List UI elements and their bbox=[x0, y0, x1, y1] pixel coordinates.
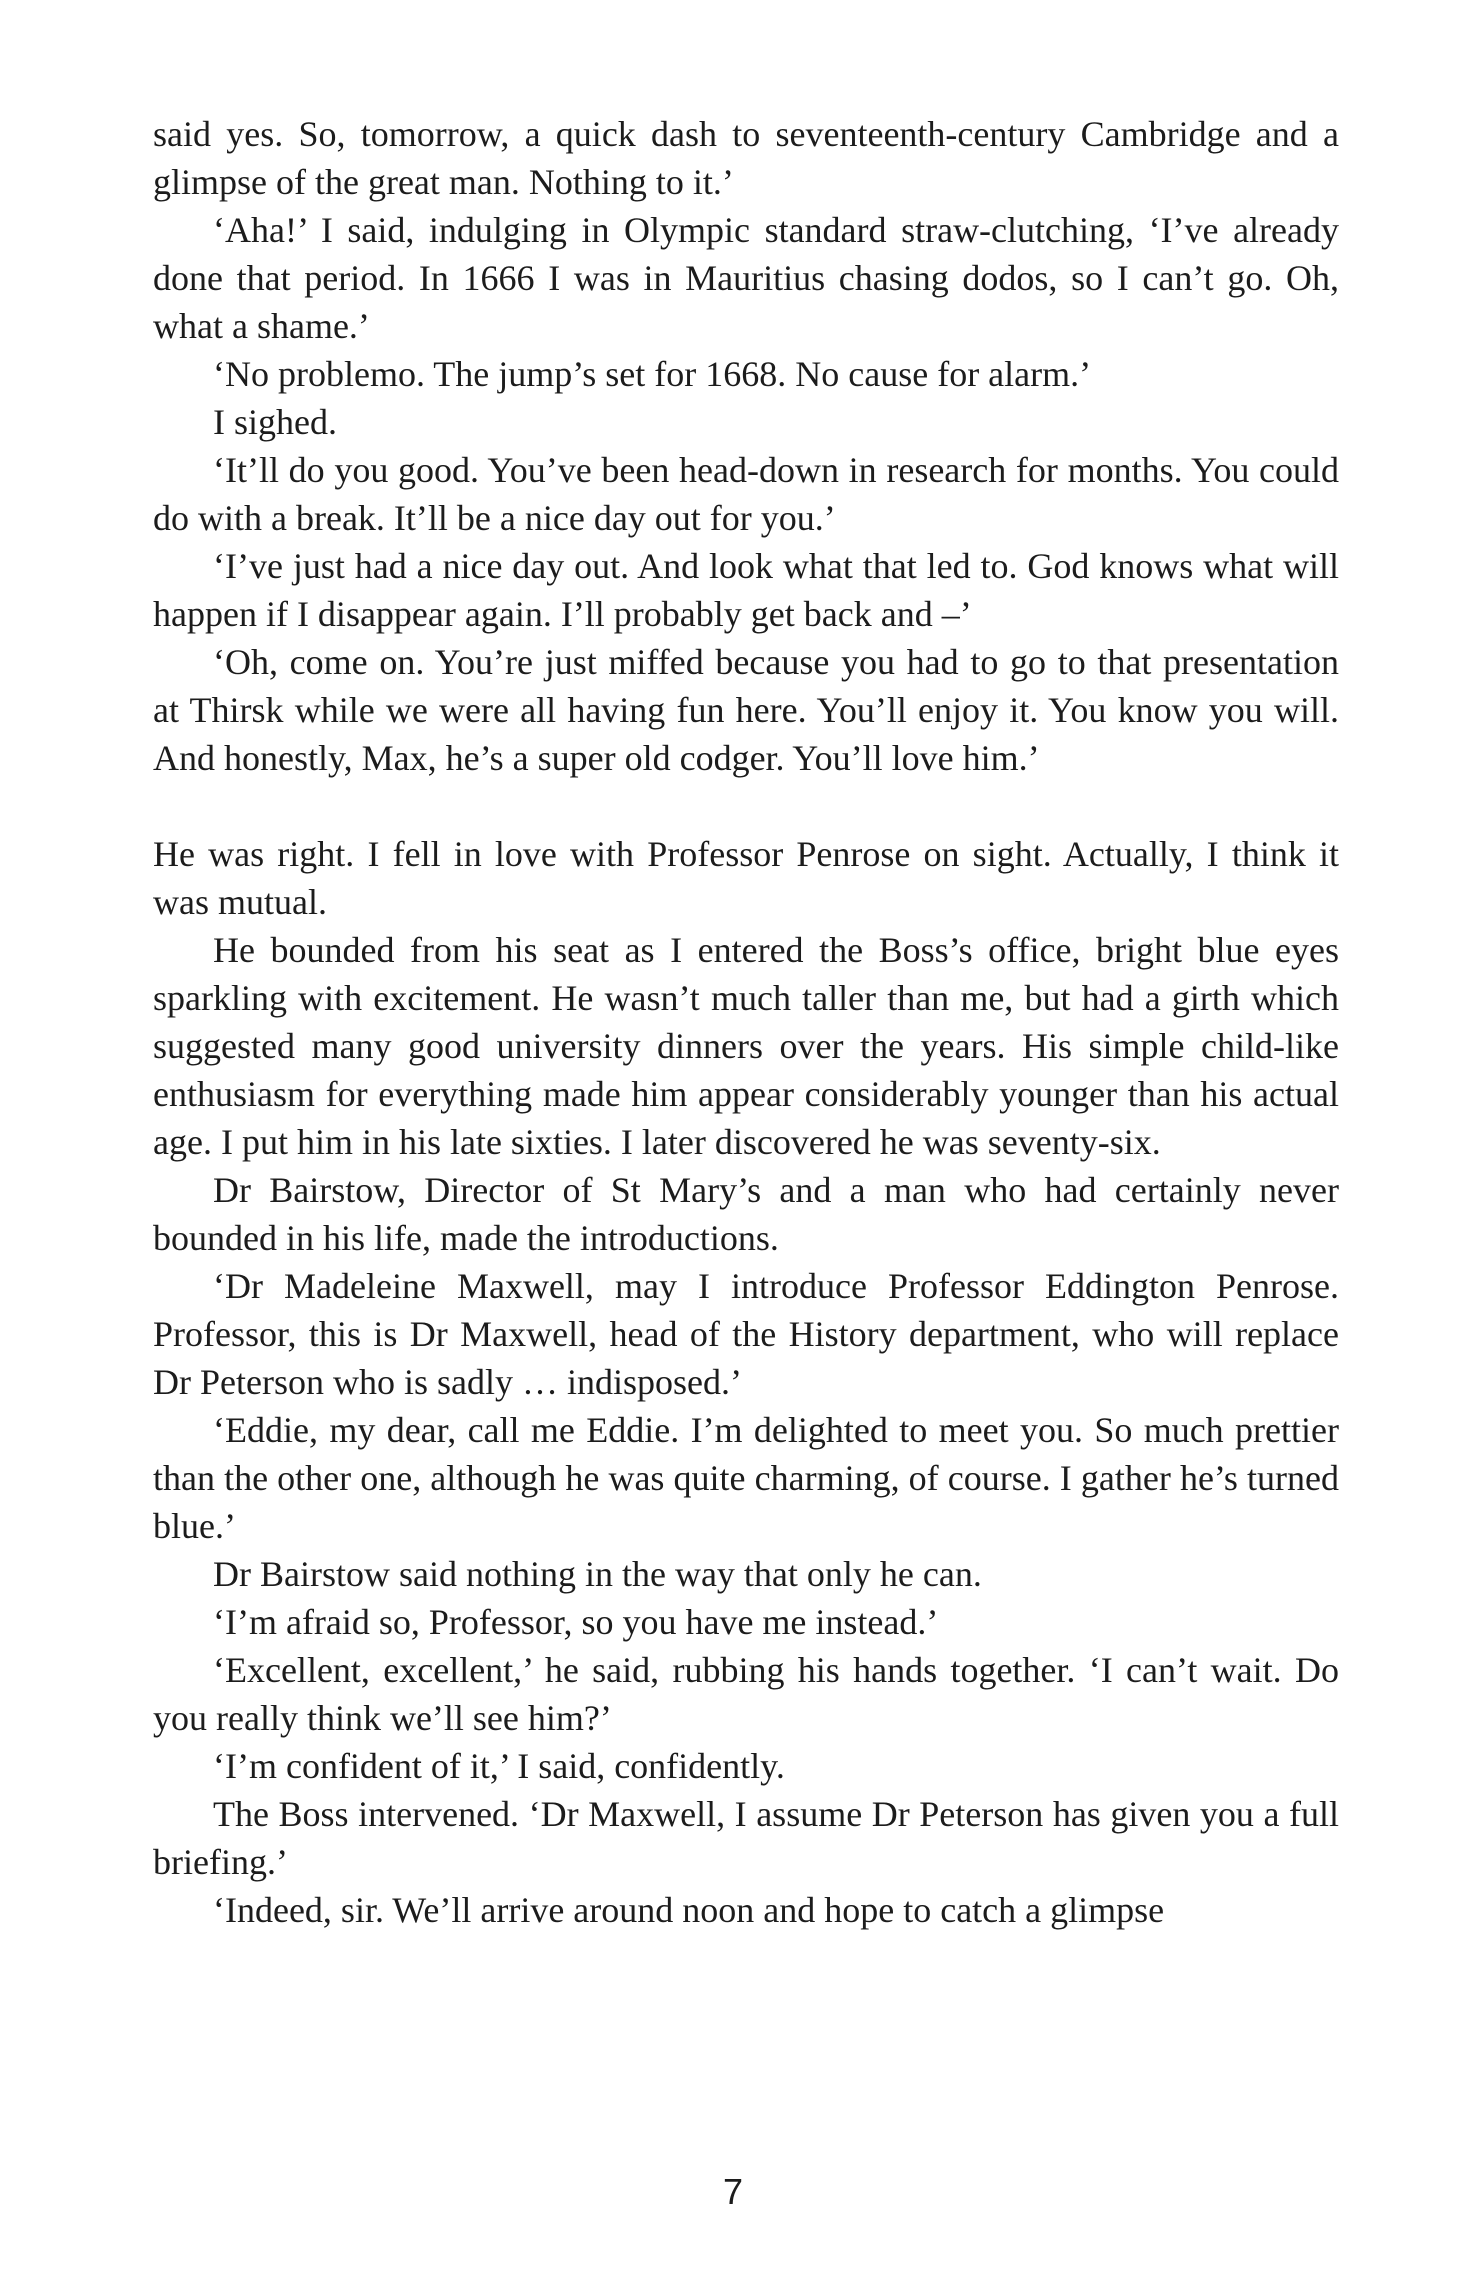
paragraph: He was right. I fell in love with Professor Penrose on sight. Actually, I think it was mutual. bbox=[153, 834, 1339, 922]
body-text bbox=[153, 110, 1339, 1934]
paragraph: ‘Eddie, my dear, call me Eddie. I’m delighted to meet you. So much prettier than the other one, although he was quite charming, of course. I gather he’s turned blue.’ bbox=[153, 1410, 1339, 1546]
paragraph: ‘Oh, come on. You’re just miffed because you had to go to that presentation at Thirsk while we were all having fun here. You’ll enjoy it. You know you will. And honestly, Max, he’s a super old codger. You’ll love him.’ bbox=[153, 642, 1339, 778]
paragraph: He bounded from his seat as I entered the Boss’s office, bright blue eyes sparkling with excitement. He wasn’t much taller than me, but had a girth which suggested many good university dinners over the years. His simple child-like enthusiasm for everything made him appear considerably younger than his actual age. I put him in his late sixties. I later discovered he was seventy-six. bbox=[153, 930, 1339, 1162]
paragraph: ‘I’m confident of it,’ I said, confidently. bbox=[213, 1746, 785, 1786]
paragraph: ‘I’m afraid so, Professor, so you have me instead.’ bbox=[213, 1602, 939, 1642]
paragraph: ‘I’ve just had a nice day out. And look what that led to. God knows what will happen if I disappear again. I’ll probably get back and –’ bbox=[153, 546, 1339, 634]
paragraph: said yes. So, tomorrow, a quick dash to seventeenth-century Cambridge and a glimpse of the great man. Nothing to it.’ bbox=[153, 114, 1339, 202]
paragraph: Dr Bairstow, Director of St Mary’s and a man who had certainly never bounded in his life, made the introductions. bbox=[153, 1170, 1339, 1258]
paragraph: ‘It’ll do you good. You’ve been head-down in research for months. You could do with a break. It’ll be a nice day out for you.’ bbox=[153, 450, 1339, 538]
paragraph: ‘Excellent, excellent,’ he said, rubbing his hands together. ‘I can’t wait. Do you really think we’ll see him?’ bbox=[153, 1650, 1339, 1738]
page-number: 7 bbox=[722, 2171, 744, 2212]
paragraph: The Boss intervened. ‘Dr Maxwell, I assume Dr Peterson has given you a full briefing.’ bbox=[153, 1794, 1339, 1882]
paragraph: Dr Bairstow said nothing in the way that only he can. bbox=[213, 1554, 982, 1594]
paragraph: I sighed. bbox=[213, 402, 337, 442]
paragraph: ‘Aha!’ I said, indulging in Olympic standard straw-clutching, ‘I’ve already done that period. In 1666 I was in Mauritius chasing dodos, so I can’t go. Oh, what a shame.’ bbox=[153, 210, 1339, 346]
paragraph: ‘Dr Madeleine Maxwell, may I introduce Professor Eddington Penrose. Professor, this is Dr Maxwell, head of the History department, who will replace Dr Peterson who is sadly … indisposed.’ bbox=[153, 1266, 1339, 1402]
paragraph: ‘No problemo. The jump’s set for 1668. No cause for alarm.’ bbox=[213, 354, 1092, 394]
paragraph: ‘Indeed, sir. We’ll arrive around noon and hope to catch a glimpse bbox=[213, 1890, 1165, 1930]
